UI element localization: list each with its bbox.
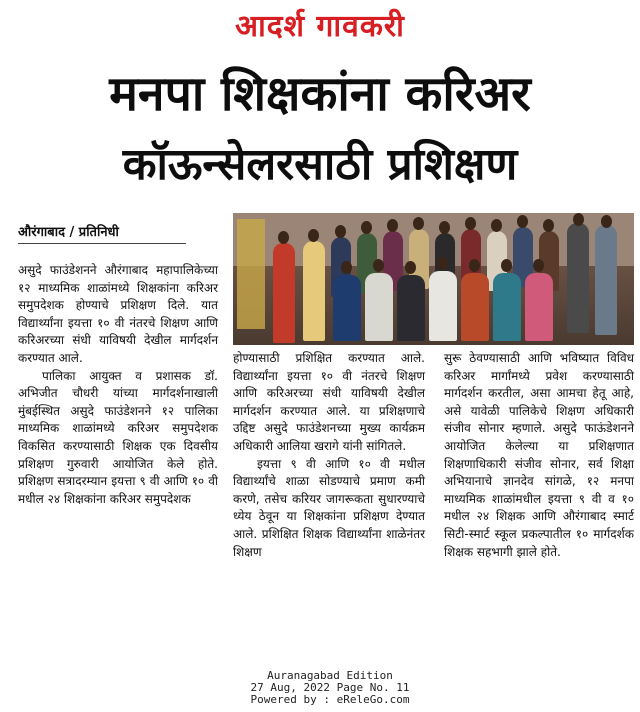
photo-person (397, 275, 425, 341)
photo-person-head (335, 225, 346, 238)
photo-person (303, 241, 325, 341)
edition-footer (200, 670, 460, 706)
edition-date: 27 Aug, 2022 Page No. 11 (250, 681, 410, 694)
photo-person (365, 273, 393, 341)
byline-divider (18, 243, 186, 244)
article-paragraph: पालिका आयुक्त व प्रशासक डॉ. अभिजीत चौधरी यांच्या मार्गदर्शनाखाली मुंबईस्थित असुदे फाउंडेशनने १२ पालिका माध्यमिक शाळांमध्ये करिअर समुपदेशक विकसित करण्यासाठी शिक्षक एक दिवसीय प्रशिक्षण गुरुवारी आयोजित केले होते. प्रशिक्षण सत्रादरम्यान इयत्ता ९ वी आणि १० वी मधील २४ शिक्षकांना करिअर समुपदेशक (18, 368, 218, 506)
photo-person-head (278, 231, 289, 244)
photo-person-head (573, 213, 584, 226)
photo-person-head (533, 259, 544, 272)
photo-person-head (341, 261, 352, 274)
photo-person (493, 273, 521, 341)
photo-person-head (405, 261, 416, 274)
photo-person (273, 243, 295, 343)
photo-person (333, 275, 361, 341)
photo-person-head (601, 215, 612, 228)
photo-person-head (543, 219, 554, 232)
masthead-logo: आदर्श गावकरी (235, 9, 405, 44)
photo-person-head (501, 259, 512, 272)
article-column-3 (444, 350, 634, 561)
group-photo (233, 213, 634, 345)
photo-person-head (491, 219, 502, 232)
photo-person-head (469, 259, 480, 272)
article-paragraph: सुरू ठेवण्यासाठी आणि भविष्यात विविध करिअर मार्गांमध्ये प्रवेश करण्यासाठी मार्गदर्शन करतील, असा आमचा हेतू आहे, असे यावेळी पालिकेचे शिक्षण अधिकारी संजीव सोनार म्हणाले. असुदे फाऊंडेशनने आयोजित केलेल्या या प्रशिक्षणात शिक्षणाधिकारी संजीव सोनार, सर्व शिक्षा अभियानाचे ज्ञानदेव सांगळे, १२ मनपा माध्यमिक शाळांमधील इयत्ता ९ वी व १० मधील २४ शिक्षक आणि औरंगाबाद स्मार्ट सिटी-स्मार्ट स्कूल प्रकल्पातील १० मार्गदर्शक शिक्षक सहभागी झाले होते. (444, 351, 634, 559)
headline-line-2: कॉऊन्सेलरसाठी प्रशिक्षण (122, 139, 518, 190)
article-column-2 (233, 350, 425, 561)
photo-person-head (437, 257, 448, 270)
photo-person-head (413, 217, 424, 230)
photo-person-head (439, 221, 450, 234)
article-paragraph: इयत्ता ९ वी आणि १० वी मधील विद्यार्थ्यांचे शाळा सोडण्याचे प्रमाण कमी करणे, तसेच करियर जागरूकता सुधारण्याचे ध्येय ठेवून या शिक्षकांना प्रशिक्षण देण्यात आले. प्रशिक्षित शिक्षक विद्यार्थ्यांना शाळेनंतर शिक्षण (233, 456, 425, 559)
photo-person-head (517, 215, 528, 228)
photo-person (461, 273, 489, 341)
article-paragraph: होण्यासाठी प्रशिक्षित करण्यात आले. विद्यार्थ्यांना इयत्ता १० वी नंतरचे शिक्षण आणि करिअरच्या संधी याविषयी देखील मार्गदर्शन करण्यात आले. या प्रशिक्षणाचे उद्दिष्ट असुदे फाउंडेशनच्या मुख्य कार्यक्रम अधिकारी आलिया खरागे यांनी सांगितले. (233, 351, 425, 453)
photo-banner (237, 219, 265, 329)
photo-person-head (465, 217, 476, 230)
photo-person (525, 273, 553, 341)
headline-line-1: मनपा शिक्षकांना करिअर (109, 66, 531, 122)
photo-person (567, 223, 589, 333)
article-paragraph: असुदे फाउंडेशनने औरंगाबाद महापालिकेच्या १२ माध्यमिक शाळांमध्ये शिक्षकांना करिअर समुपदेशक होण्याचे प्रशिक्षण दिले. यात विद्यार्थ्यांना इयत्ता १० वी नंतरचे शिक्षण आणि करिअरच्या संधी याविषयी देखील मार्गदर्शन करण्यात आले. (18, 263, 218, 365)
photo-person-head (387, 219, 398, 232)
photo-person-head (308, 229, 319, 242)
powered-by: Powered by : eReleGo.com (250, 693, 410, 706)
photo-person-head (361, 221, 372, 234)
photo-person (429, 271, 457, 341)
edition-name: Auranagabad Edition (267, 669, 393, 682)
photo-person (595, 225, 617, 335)
article-column-1 (18, 262, 218, 508)
byline: औरंगाबाद / प्रतिनिधी (18, 225, 119, 240)
photo-person-head (373, 259, 384, 272)
